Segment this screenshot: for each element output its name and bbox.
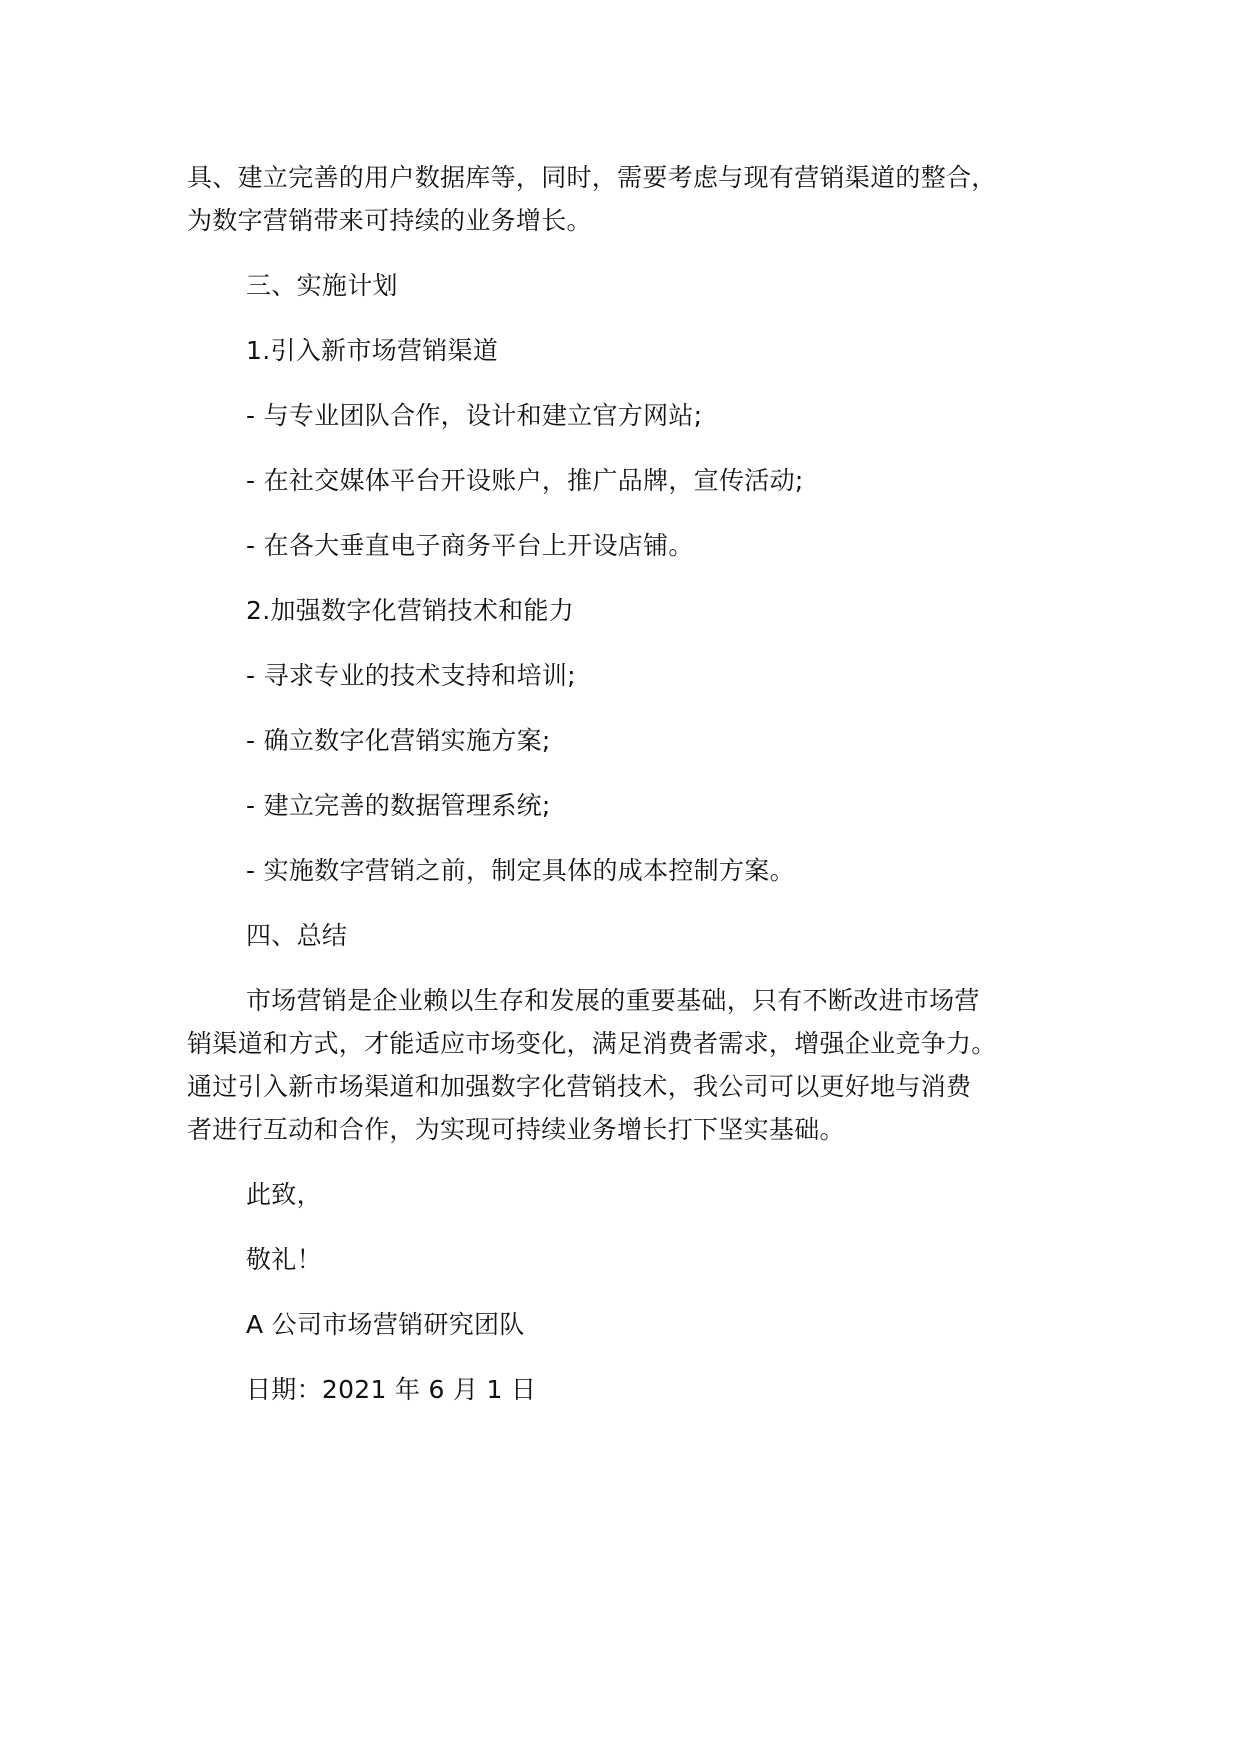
intro-line: 具、建立完善的用户数据库等，同时，需要考虑与现有营销渠道的整合， (187, 163, 997, 192)
summary-paragraph (187, 979, 1087, 1151)
summary-line: 市场营销是企业赖以生存和发展的重要基础，只有不断改进市场营 (246, 986, 980, 1015)
item2-bullet: - 确立数字化营销实施方案; (246, 726, 551, 755)
summary-line: 销渠道和方式，才能适应市场变化，满足消费者需求，增强企业竞争力。 (187, 1029, 997, 1058)
closing-regards: 敬礼！ (246, 1245, 322, 1274)
item2-bullet: - 寻求专业的技术支持和培训; (246, 661, 576, 690)
item1-bullet: - 与专业团队合作，设计和建立官方网站; (246, 401, 703, 430)
summary-line: 通过引入新市场渠道和加强数字化营销技术，我公司可以更好地与消费 (187, 1072, 972, 1101)
item1-bullet: - 在各大垂直电子商务平台上开设店铺。 (246, 531, 694, 560)
document-date: 日期：2021 年 6 月 1 日 (246, 1375, 537, 1404)
item2-bullet: - 实施数字营销之前，制定具体的成本控制方案。 (246, 856, 795, 885)
item1-heading: 1.引入新市场营销渠道 (246, 336, 499, 365)
item2-bullet: - 建立完善的数据管理系统; (246, 791, 551, 820)
intro-line: 为数字营销带来可持续的业务增长。 (187, 206, 592, 235)
summary-line: 者进行互动和合作，为实现可持续业务增长打下坚实基础。 (187, 1115, 845, 1144)
closing-salutation: 此致， (246, 1180, 322, 1209)
section3-heading: 三、实施计划 (246, 271, 398, 300)
item1-bullet: - 在社交媒体平台开设账户，推广品牌，宣传活动; (246, 466, 804, 495)
item2-heading: 2.加强数字化营销技术和能力 (246, 596, 575, 625)
document-body (187, 156, 1087, 1411)
signature: A 公司市场营销研究团队 (246, 1310, 525, 1339)
section4-heading: 四、总结 (246, 921, 348, 950)
intro-paragraph (187, 156, 1087, 242)
